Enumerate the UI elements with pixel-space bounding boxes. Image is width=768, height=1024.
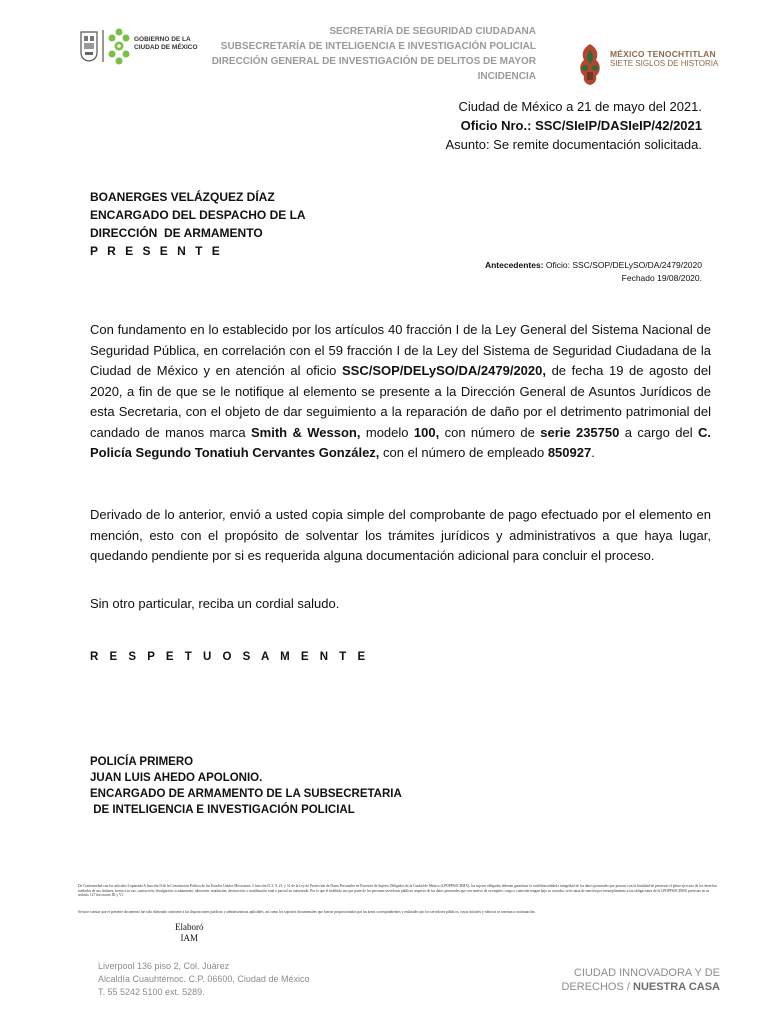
legal-notice: De Conformidad con los artículos 6 apartado A fracción II de la Constitución Política de los Estados Unidos Mexicanos; 2 fracción II, 3, 9, 21, y 31 de la Ley de Protección de Datos Personales en Posesión de Sujetos Obligados de la Ciudad de México (LPDPPSOCDMX), los sujetos obligados deberán garantizar la confidencialidad e integridad de los datos personales que posean, con la finalidad de preservar el pleno ejercicio de los derechos tutelados de sus titulares, frente a su uso, sustracción, divulgación, ocultamiento, alteración, mutilación, destrucción, o inutilización total o parcial no autorizado. Por lo que el indebido uso por parte de los personas servidoras públicas respecto de los datos personales que con motivo de su empleo, cargo o comisión tengan bajo su custodia, será causa de sanción por incumplimiento a las obligaciones de la LPDPPSOCDMX previstas en su artículo 127 fracciones III y VI.: [78, 884, 718, 898]
employee-number: 850927: [547, 445, 592, 460]
signer-title: ENCARGADO DE ARMAMENTO DE LA SUBSECRETARIA: [90, 788, 402, 800]
elaboro-block: [175, 922, 204, 944]
header-line-direccion: DIRECCIÓN GENERAL DE INVESTIGACIÓN DE DELITOS DE MAYOR INCIDENCIA: [211, 56, 536, 82]
gov-logo-line: GOBIERNO DE LA: [134, 36, 191, 43]
text-run: con número de: [439, 424, 541, 440]
footer-address: [98, 960, 309, 999]
body-paragraph-1: [90, 320, 711, 464]
text-run: Con fundamento en lo establecido por los artículos 40 fracción I de la Ley General del Sistema Nacional de Seguridad Pública, en correlación con el 59 fracción I de la Ley del Sistema de Seguridad Ciudadana de la Ciudad de México y en atención al oficio: [90, 322, 711, 378]
text-run: .: [591, 445, 595, 460]
antecedentes-oficio: [485, 259, 702, 272]
oficio-number: [445, 116, 702, 135]
elaboro-initials: IAM: [180, 933, 198, 943]
signer-title: DE INTELIGENCIA E INVESTIGACIÓN POLICIAL: [90, 804, 355, 816]
slogan-line: CIUDAD INNOVADORA Y DE: [573, 967, 720, 979]
asunto: Asunto: Se remite documentación solicitada.: [445, 137, 702, 152]
officer-name: C. Policía Segundo Tonatiuh Cervantes González,: [90, 424, 711, 460]
recipient-title: DIRECCIÓN DE ARMAMENTO: [90, 226, 263, 240]
recipient-title: ENCARGADO DEL DESPACHO DE LA: [90, 208, 306, 222]
body-paragraph-2: Derivado de lo anterior, envió a usted copia simple del comprobante de pago efectuado por el elemento en mención, esto con el propósito de solventar los trámites jurídicos y administrativos a que haya lugar, quedando pendiente por si es requerida alguna documentación adicional para concluir el proceso.: [90, 507, 711, 563]
text-run: con el número de empleado: [379, 445, 548, 460]
date-block: [445, 97, 702, 154]
phone: T. 55 5242 5100 ext. 5289.: [98, 987, 205, 997]
tenochtitlan-subtitle: SIETE SIGLOS DE HISTORIA: [610, 59, 719, 68]
antecedentes-fechado: Fechado 19/08/2020.: [621, 273, 702, 283]
city-date: Ciudad de México a 21 de mayo del 2021.: [458, 99, 702, 114]
legal-notice: Se hace constar que el presente documento fue sido elaborado conforme a las disposiciones jurídicas y administrativas aplicables, así como los soportes documentales que fueron proporcionados por las áreas correspondientes y realizados por los servidores públicos, cuyas iniciales y rúbricas se insertan a continuación.: [78, 910, 536, 914]
brand: Smith & Wesson,: [251, 424, 361, 440]
body-paragraph-3: Sin otro particular, reciba un cordial saludo.: [90, 596, 340, 611]
text-run: modelo: [360, 424, 414, 440]
oficio-value: SSC/SIeIP/DASIeIP/42/2021: [535, 118, 702, 133]
signature-block: [90, 754, 402, 818]
text-run: de fecha 19 de agosto del 2020, a fin de que se le notifique al elemento se presente a la Dirección General de Asuntos Jurídicos de esta Secretaria, con el objeto de dar seguimiento a la reparación de daño por el detrimento patrimonial del candado de manos marca: [90, 363, 711, 440]
antecedentes-label: Antecedentes:: [484, 260, 544, 270]
antecedentes-block: [485, 259, 702, 285]
city-shield-icon: [80, 30, 98, 62]
elaboro-label: Elaboró: [175, 922, 204, 932]
slogan-part: DERECHOS /: [561, 981, 633, 993]
header-line-subsecretaria: SUBSECRETARÍA DE INTELIGENCIA E INVESTIGACIÓN POLICIAL: [220, 41, 536, 52]
department-header: [180, 24, 536, 84]
recipient-block: [90, 188, 306, 260]
address-line: Liverpool 136 piso 2, Col. Juárez: [98, 961, 230, 971]
signer-name: JUAN LUIS AHEDO APOLONIO.: [90, 772, 263, 784]
slogan-line: [561, 980, 720, 994]
tenochtitlan-figure-icon: [575, 42, 605, 86]
gov-logo-line: CIUDAD DE MÉXICO: [134, 44, 198, 51]
address-line: Alcaldía Cuauhtémoc. C.P. 06600, Ciudad de México: [98, 974, 310, 984]
oficio-reference: SSC/SOP/DELySO/DA/2479/2020,: [341, 363, 546, 378]
model: 100,: [413, 424, 440, 440]
tenochtitlan-logo-text: [610, 49, 718, 69]
serial-number: serie 235750: [540, 424, 620, 440]
recipient-name: BOANERGES VELÁZQUEZ DÍAZ: [90, 190, 275, 204]
oficio-label: Oficio Nro.:: [460, 118, 532, 133]
footer-slogan: [561, 966, 720, 994]
signer-rank: POLICÍA PRIMERO: [90, 756, 194, 768]
presente: P R E S E N T E: [90, 244, 223, 258]
header-line-secretaria: SECRETARÍA DE SEGURIDAD CIUDADANA: [329, 26, 536, 37]
closing: R E S P E T U O S A M E N T E: [90, 651, 370, 663]
antecedentes-oficio-text: Oficio: SSC/SOP/DELySO/DA/2479/2020: [545, 260, 702, 270]
cdmx-flower-icon: [107, 26, 131, 66]
tenochtitlan-title: MÉXICO TENOCHTITLAN: [610, 49, 716, 59]
text-run: a cargo del: [619, 424, 698, 440]
logo-divider: [102, 30, 104, 62]
slogan-emphasis: NUESTRA CASA: [633, 981, 720, 993]
